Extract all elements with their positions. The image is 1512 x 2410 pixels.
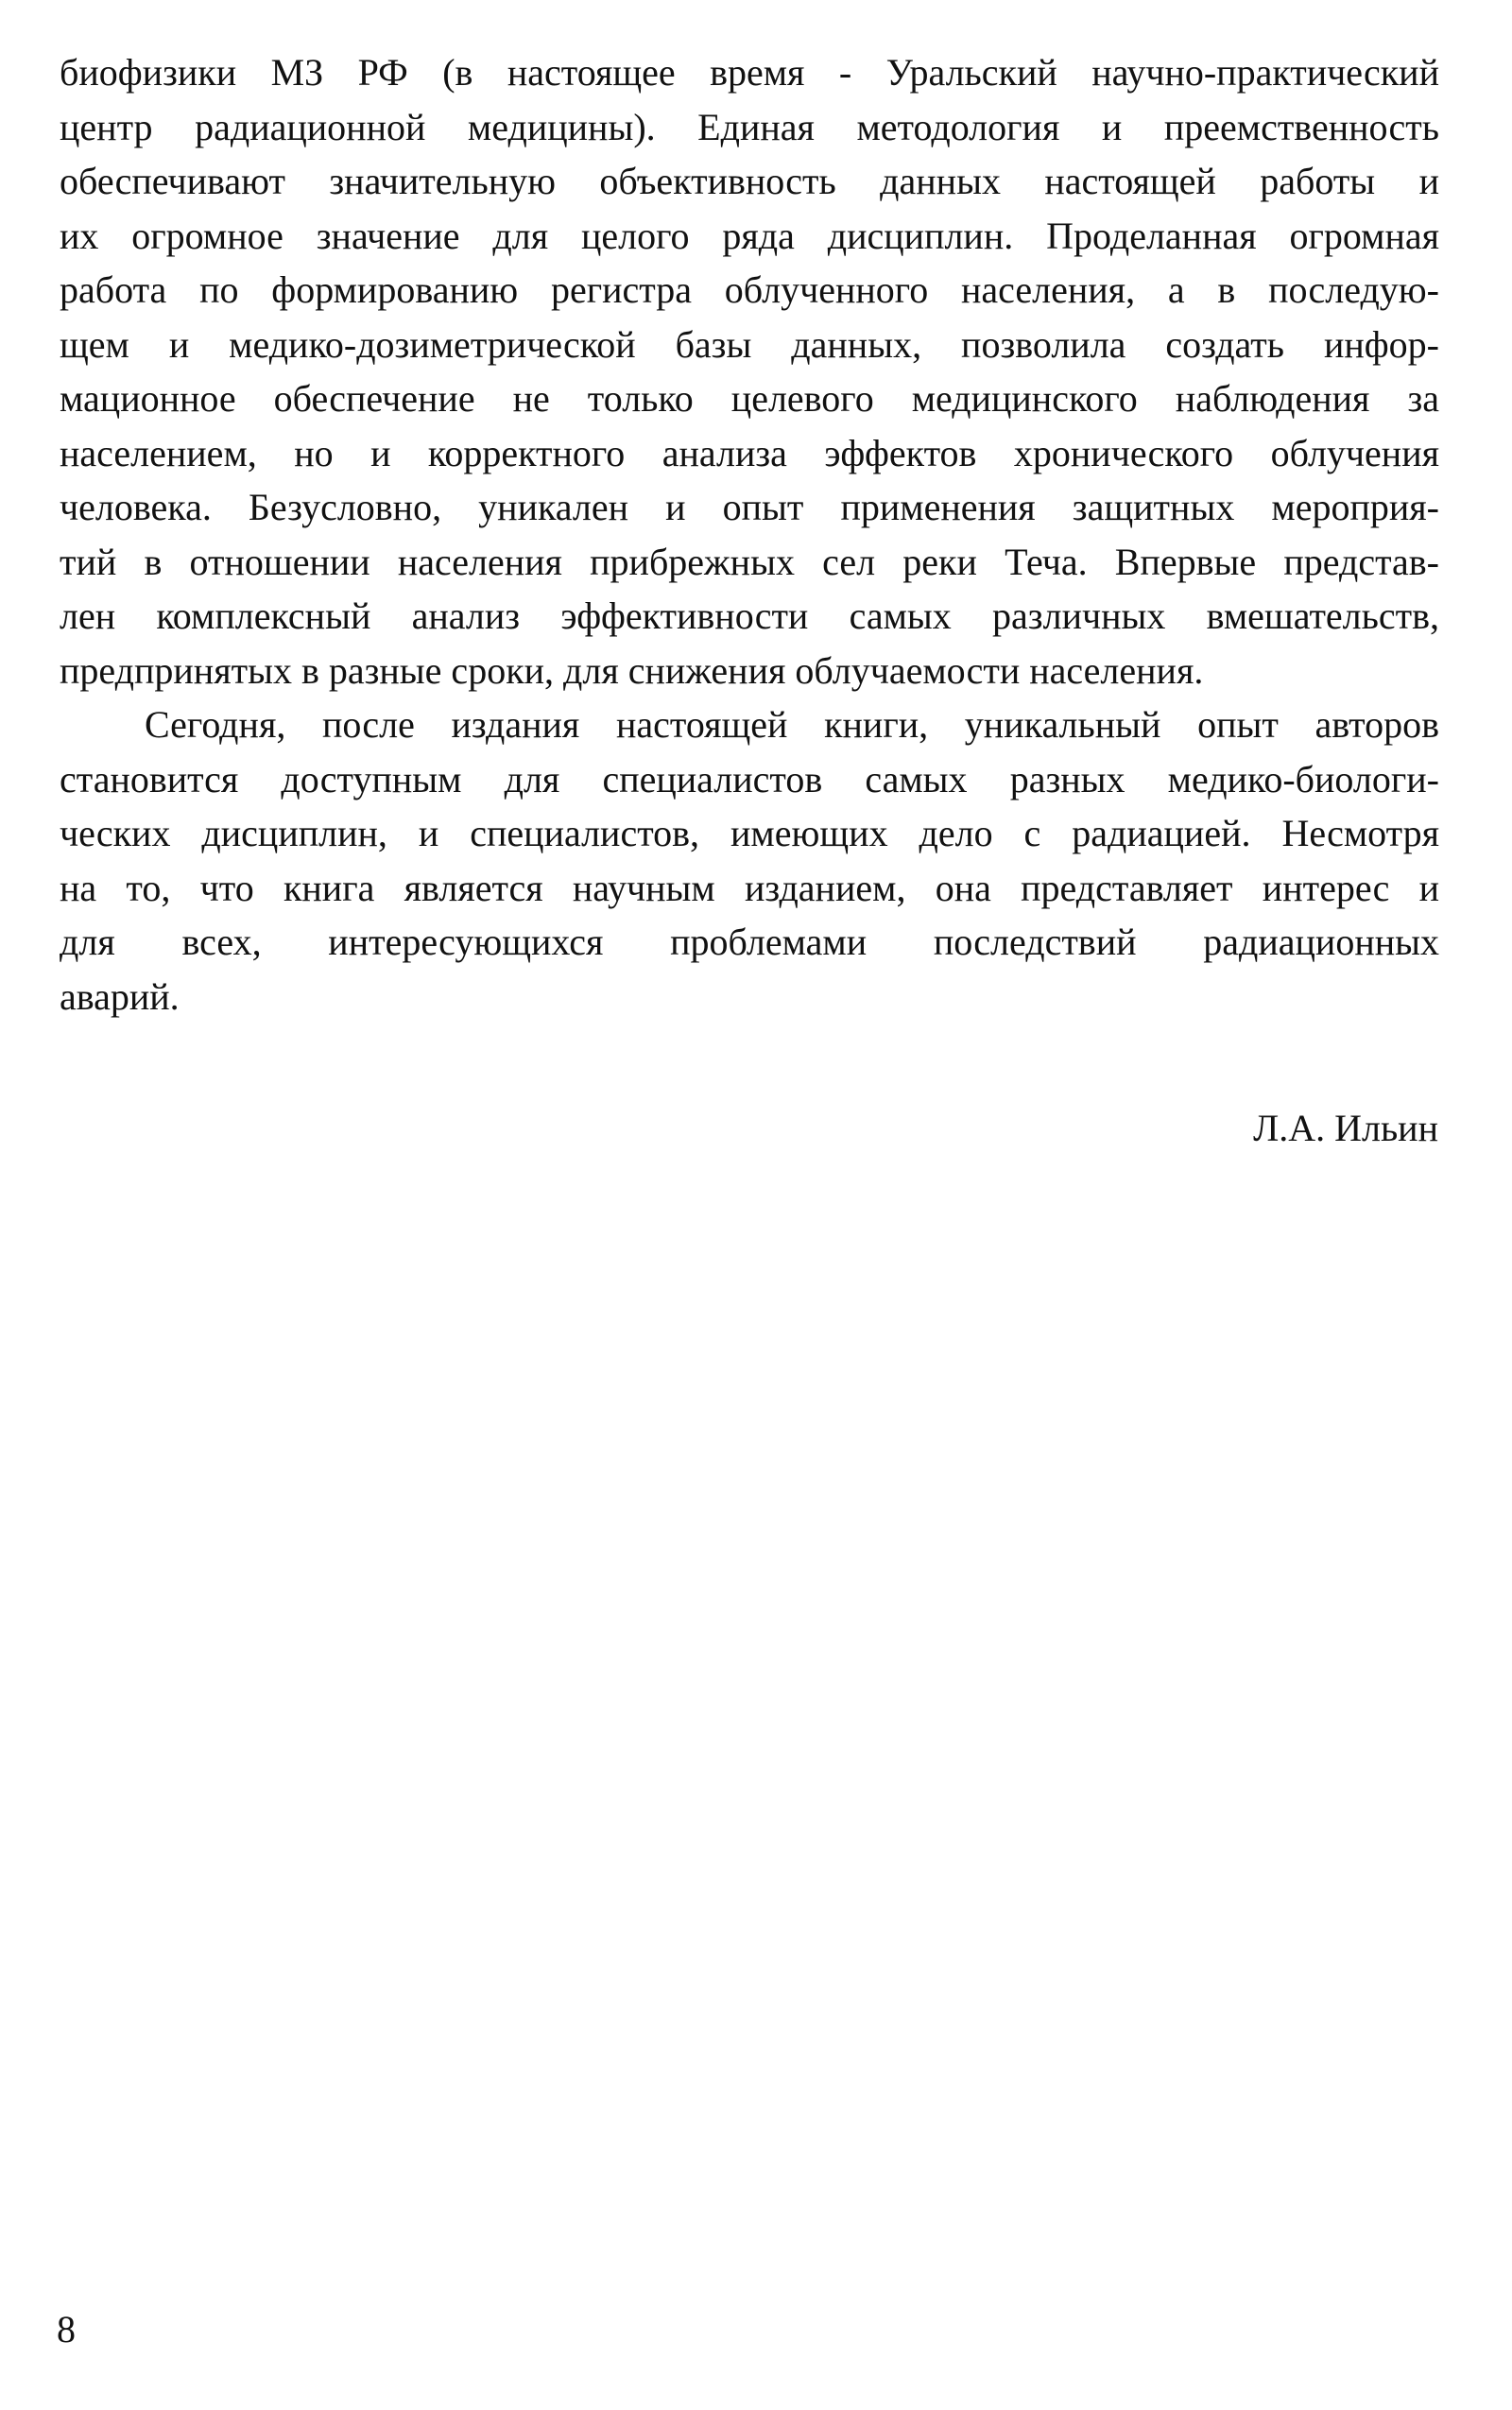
text-line: их огромное значение для целого ряда дисциплин. Проделанная огромная	[60, 214, 1439, 257]
page-number: 8	[57, 2308, 76, 2350]
author-signature: Л.А. Ильин	[1253, 1107, 1438, 1149]
text-line: населением, но и корректного анализа эффектов хронического облучения	[60, 431, 1439, 474]
text-line: становится доступным для специалистов самых разных медико-биологи-	[60, 757, 1439, 800]
text-line: центр радиационной медицины). Единая методология и преемственность	[60, 105, 1439, 148]
paragraph-1	[60, 45, 1439, 697]
text-line: аварий.	[60, 974, 180, 1018]
text-line: лен комплексный анализ эффективности самых различных вмешательств,	[60, 594, 1439, 637]
text-line: для всех, интересующихся проблемами последствий радиационных	[60, 921, 1439, 963]
paragraph-2	[60, 697, 1439, 1024]
text-line: биофизики МЗ РФ (в настоящее время - Уральский научно-практический	[60, 51, 1439, 94]
text-line: человека. Безусловно, уникален и опыт применения защитных мероприя-	[60, 486, 1439, 528]
text-line: работа по формированию регистра облученного населения, а в последую-	[60, 268, 1439, 311]
text-line: тий в отношении населения прибрежных сел реки Теча. Впервые представ-	[60, 540, 1439, 583]
text-line: ческих дисциплин, и специалистов, имеющих дело с радиацией. Несмотря	[60, 812, 1439, 854]
text-line: на то, что книга является научным изданием, она представляет интерес и	[60, 866, 1439, 909]
text-line: обеспечивают значительную объективность данных настоящей работы и	[60, 160, 1439, 202]
text-line: мационное обеспечение не только целевого медицинского наблюдения за	[60, 377, 1439, 420]
text-line: щем и медико-дозиметрической базы данных, позволила создать инфор-	[60, 322, 1439, 366]
text-line: предпринятых в разные сроки, для снижения облучаемости населения.	[60, 648, 1204, 692]
body-text	[60, 45, 1439, 1024]
text-line: Сегодня, после издания настоящей книги, уникальный опыт авторов	[145, 703, 1439, 746]
